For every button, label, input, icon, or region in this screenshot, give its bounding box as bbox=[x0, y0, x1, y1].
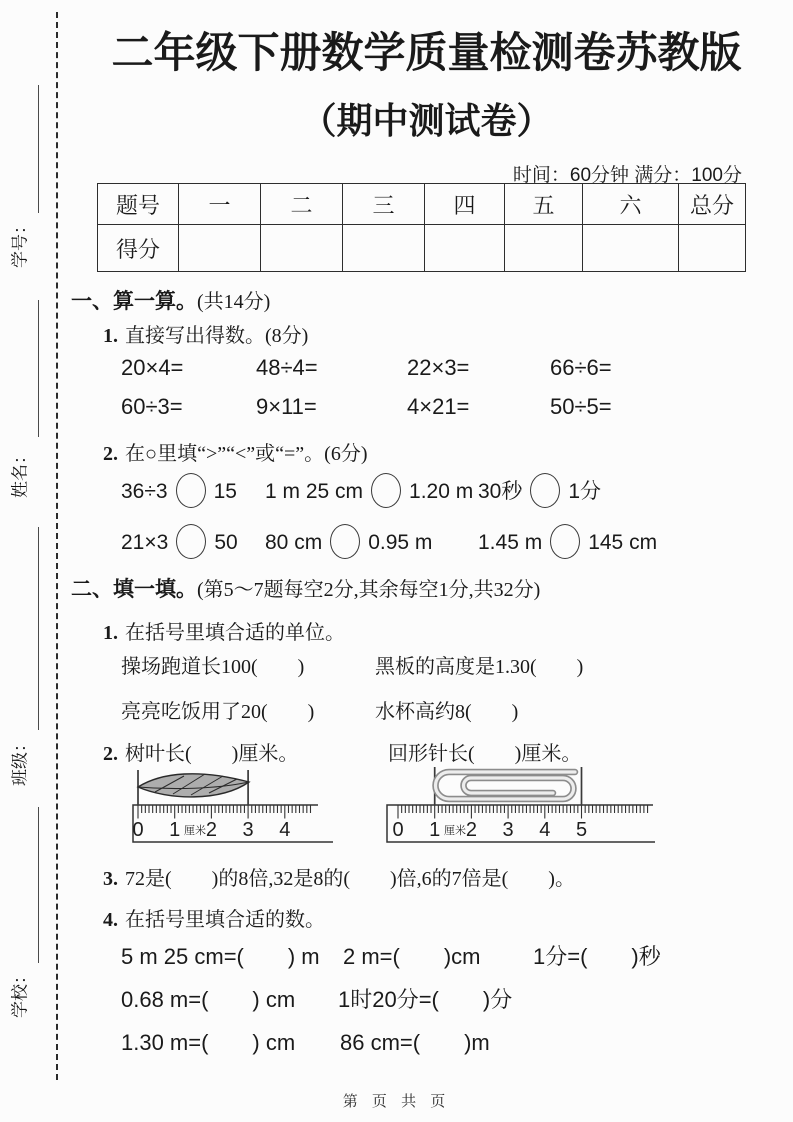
score-cell bbox=[343, 225, 425, 272]
ruler-ticks bbox=[398, 805, 648, 819]
page-footer: 第 页 共 页 bbox=[342, 1093, 451, 1110]
calc-expression: 22×3= bbox=[407, 355, 470, 380]
question-number: 3. bbox=[103, 868, 118, 890]
class-label: 班级： bbox=[10, 735, 30, 786]
question-text: 72是( )的8倍,32是8的( )倍,6的7倍是( )。 bbox=[125, 868, 575, 890]
score-table-header-cell: 总分 bbox=[679, 184, 746, 225]
question-text: 树叶长( )厘米。 bbox=[125, 743, 299, 765]
comparison-circle bbox=[176, 473, 206, 508]
section2-q4-prompt bbox=[103, 903, 325, 932]
ruler-number: 5 bbox=[575, 819, 588, 841]
ruler-number: 0 bbox=[132, 819, 144, 841]
question-text: 直接写出得数。(8分) bbox=[125, 325, 309, 347]
comparison-circle bbox=[530, 473, 560, 508]
comparison-circle bbox=[176, 524, 206, 559]
leaf-image bbox=[138, 774, 249, 797]
score-table-header-cell: 题号 bbox=[98, 184, 179, 225]
seal-dashed-line bbox=[56, 12, 58, 1080]
score-table bbox=[97, 183, 746, 272]
ruler-number: 1 bbox=[169, 819, 181, 841]
comparison-item bbox=[121, 473, 237, 508]
ruler-ticks bbox=[138, 805, 310, 819]
calc-expression: 20×4= bbox=[121, 355, 184, 380]
fill-unit-item: 黑板的高度是1.30( ) bbox=[375, 656, 584, 678]
section1-q2-prompt bbox=[103, 437, 368, 466]
ruler-number: 3 bbox=[502, 819, 514, 841]
section2-heading bbox=[71, 573, 540, 603]
section1-heading bbox=[71, 285, 270, 315]
ruler-number: 4 bbox=[539, 819, 551, 841]
section1-heading-title: 一、算一算。 bbox=[71, 290, 197, 313]
leaf-ruler-figure bbox=[128, 757, 368, 852]
school-write-line bbox=[38, 807, 39, 963]
fill-unit-item: 水杯高约8( ) bbox=[375, 701, 519, 723]
compare-right: 1.20 m bbox=[409, 480, 474, 503]
conversion-item: 0.68 m=( ) cm bbox=[121, 987, 296, 1012]
score-cell bbox=[179, 225, 261, 272]
fill-unit-item: 亮亮吃饭用了20( ) bbox=[121, 701, 315, 723]
name-label: 姓名： bbox=[10, 447, 30, 498]
compare-right: 145 cm bbox=[588, 531, 658, 554]
compare-right: 50 bbox=[214, 531, 238, 554]
section2-q2-prompt-right: 回形针长( )厘米。 bbox=[388, 743, 582, 765]
calc-expression: 50÷5= bbox=[550, 394, 612, 419]
score-table-header-cell: 二 bbox=[261, 184, 343, 225]
question-number: 1. bbox=[103, 622, 118, 644]
score-cell bbox=[425, 225, 505, 272]
name-write-line bbox=[38, 300, 39, 437]
section2-heading-note: (第5～7题每空2分,其余每空1分,共32分) bbox=[197, 579, 541, 601]
paperclip-image bbox=[436, 772, 576, 799]
score-cell bbox=[583, 225, 679, 272]
compare-left: 36÷3 bbox=[121, 480, 168, 503]
question-number: 2. bbox=[103, 443, 118, 465]
question-text: 在○里填“>”“<”或“=”。(6分) bbox=[125, 443, 368, 465]
ruler-unit-label: 厘米 bbox=[184, 825, 206, 837]
page-subtitle: （期中测试卷） bbox=[300, 100, 553, 141]
comparison-circle bbox=[330, 524, 360, 559]
paperclip-ruler-figure bbox=[383, 752, 668, 852]
question-number: 4. bbox=[103, 909, 118, 931]
score-cell bbox=[679, 225, 746, 272]
ruler-unit-label: 厘米 bbox=[444, 825, 466, 837]
conversion-item: 86 cm=( )m bbox=[340, 1030, 490, 1055]
compare-left: 1.45 m bbox=[478, 531, 543, 554]
question-text: 在括号里填合适的单位。 bbox=[125, 622, 345, 644]
score-table-header-cell: 一 bbox=[179, 184, 261, 225]
ruler-number: 0 bbox=[392, 819, 404, 841]
section2-q3-prompt bbox=[103, 862, 575, 891]
question-number: 1. bbox=[103, 325, 118, 347]
compare-right: 15 bbox=[213, 480, 237, 503]
score-cell bbox=[505, 225, 583, 272]
conversion-item: 2 m=( )cm bbox=[343, 944, 481, 969]
calc-expression: 60÷3= bbox=[121, 394, 183, 419]
compare-right: 1分 bbox=[568, 480, 602, 503]
compare-left: 30秒 bbox=[478, 480, 523, 503]
calc-expression: 9×11= bbox=[256, 394, 317, 419]
student-id-label: 学号： bbox=[10, 217, 30, 268]
score-table-header-cell: 五 bbox=[505, 184, 583, 225]
calc-expression: 4×21= bbox=[407, 394, 470, 419]
conversion-item: 1时20分=( )分 bbox=[338, 987, 513, 1012]
conversion-item: 1.30 m=( ) cm bbox=[121, 1030, 296, 1055]
student-id-write-line bbox=[38, 85, 39, 213]
compare-right: 0.95 m bbox=[368, 531, 433, 554]
comparison-item bbox=[121, 524, 238, 559]
compare-left: 21×3 bbox=[121, 531, 169, 554]
ruler-number: 2 bbox=[205, 819, 217, 841]
section1-heading-note: (共14分) bbox=[197, 291, 271, 313]
fill-unit-item: 操场跑道长100( ) bbox=[121, 656, 305, 678]
score-table-header-cell: 四 bbox=[425, 184, 505, 225]
score-row-label: 得分 bbox=[98, 225, 179, 272]
score-table-header-cell: 六 bbox=[583, 184, 679, 225]
comparison-circle bbox=[550, 524, 580, 559]
score-cell bbox=[261, 225, 343, 272]
comparison-item bbox=[478, 524, 657, 559]
compare-left: 1 m 25 cm bbox=[265, 480, 364, 503]
score-table-header-cell: 三 bbox=[343, 184, 425, 225]
time-and-score-info: 时间：60分钟 满分：100分 bbox=[512, 165, 742, 186]
compare-left: 80 cm bbox=[265, 531, 323, 554]
ruler-number: 3 bbox=[242, 819, 254, 841]
ruler-number: 2 bbox=[465, 819, 477, 841]
calc-expression: 48÷4= bbox=[256, 355, 318, 380]
section2-heading-title: 二、填一填。 bbox=[71, 578, 197, 601]
conversion-item: 5 m 25 cm=( ) m bbox=[121, 944, 320, 969]
ruler-number: 1 bbox=[429, 819, 441, 841]
page-title: 二年级下册数学质量检测卷苏教版 bbox=[111, 29, 742, 76]
class-write-line bbox=[38, 527, 39, 730]
calc-expression: 66÷6= bbox=[550, 355, 612, 380]
conversion-item: 1分=( )秒 bbox=[533, 944, 661, 969]
question-number: 2. bbox=[103, 743, 118, 765]
comparison-item bbox=[478, 473, 601, 508]
section1-q1-prompt bbox=[103, 319, 308, 348]
comparison-circle bbox=[371, 473, 401, 508]
section2-q1-prompt bbox=[103, 616, 345, 645]
comparison-item bbox=[265, 524, 432, 559]
ruler-number: 4 bbox=[279, 819, 291, 841]
school-label: 学校： bbox=[10, 967, 30, 1018]
question-text: 在括号里填合适的数。 bbox=[125, 909, 325, 931]
comparison-item bbox=[265, 473, 473, 508]
